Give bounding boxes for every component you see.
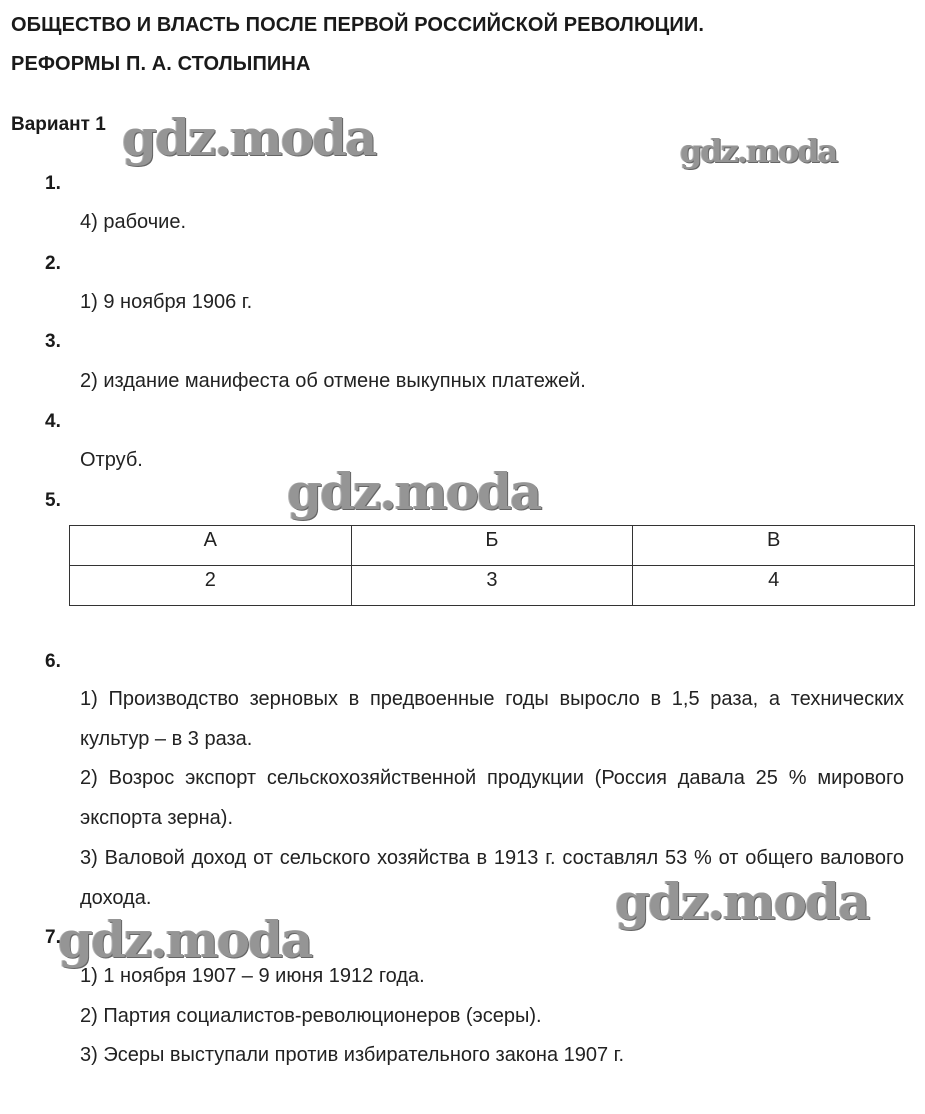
table-header-row [70,526,915,566]
watermark-logo: gdz.moda [615,872,869,931]
page-title-line-1: ОБЩЕСТВО И ВЛАСТЬ ПОСЛЕ ПЕРВОЙ РОССИЙСКОЙ РЕВОЛЮЦИИ. [11,14,704,36]
answer-paragraph: 2) Возрос экспорт сельскохозяйственной продукции (Россия давала 25 % мирового экспорта зерна). [80,767,904,829]
question-number: 2. [45,253,61,274]
table-cell: А [70,526,352,566]
variant-label: Вариант 1 [11,114,106,135]
table-row [70,566,915,606]
watermark-logo: gdz.moda [122,108,376,167]
answer-paragraph: 1) Производство зерновых в предвоенные годы выросло в 1,5 раза, а технических культур – в 3 раза. [80,688,904,750]
watermark-logo: gdz.moda [287,462,541,521]
question-answer: 3) Эсеры выступали против избирательного закона 1907 г. [80,1044,625,1066]
watermark-logo: gdz.moda [680,132,837,170]
question-number: 5. [45,490,61,511]
question-number: 1. [45,173,61,194]
question-answer: 2) издание манифеста об отмене выкупных платежей. [80,370,586,392]
watermark-logo: gdz.moda [58,910,312,969]
table-cell: Б [351,526,633,566]
question-number: 4. [45,411,61,432]
table-cell: 4 [633,566,915,606]
table-cell: 2 [70,566,352,606]
question-answer: 1) 1 ноября 1907 – 9 июня 1912 года. [80,965,425,987]
question-answer: 1) 9 ноября 1906 г. [80,291,253,313]
table-cell: В [633,526,915,566]
question-number: 7. [45,927,61,948]
question-number: 3. [45,331,61,352]
answer-paragraph: 3) Валовой доход от сельского хозяйства в 1913 г. составлял 53 % от общего валового дохода. [80,847,904,909]
page-title-line-2: РЕФОРМЫ П. А. СТОЛЫПИНА [11,53,311,75]
answer-table-container [69,525,915,606]
question-answer: 4) рабочие. [80,211,186,233]
question-number: 6. [45,651,61,672]
table-cell: 3 [351,566,633,606]
question-answer: 2) Партия социалистов-революционеров (эсеры). [80,1005,542,1027]
question-answer: Отруб. [80,449,143,471]
answer-table [69,525,915,606]
